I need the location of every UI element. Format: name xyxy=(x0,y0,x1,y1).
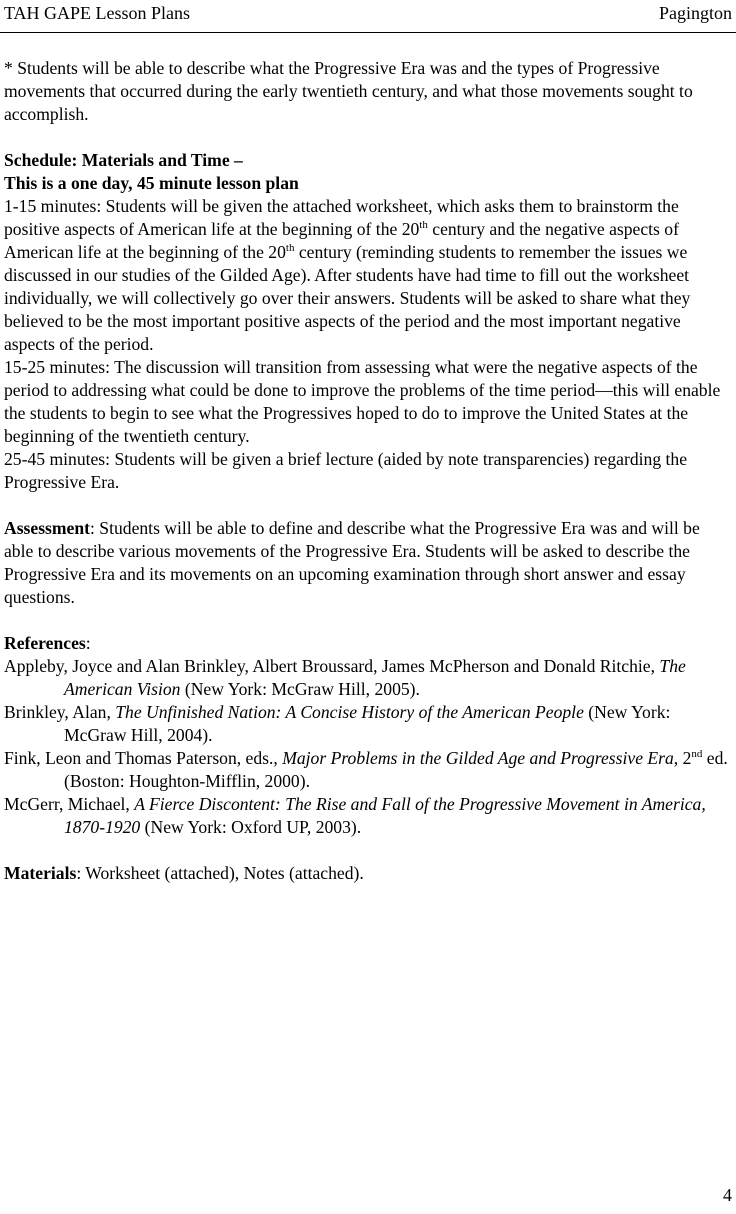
spacer xyxy=(4,126,728,149)
reference-publisher: (New York: McGraw Hill, 2005). xyxy=(180,679,420,699)
spacer xyxy=(4,839,728,862)
step-1-text-a: 1-15 minutes: Students will be given the attached worksheet, which asks them to brainstorm the positive aspects of American life at the beginning of the 20 xyxy=(4,196,679,239)
reference-publisher: (New York: Oxford UP, 2003). xyxy=(140,817,362,837)
assessment-label: Assessment xyxy=(4,518,91,538)
reference-title: Major Problems in the Gilded Age and Progressive Era xyxy=(282,748,674,768)
superscript-nd: nd xyxy=(691,748,703,760)
references-colon: : xyxy=(85,633,91,653)
reference-item xyxy=(4,793,728,839)
reference-publisher: (New York: McGraw Hill, 2004). xyxy=(64,702,671,745)
header-author: Pagington xyxy=(658,3,732,23)
references-heading xyxy=(4,632,728,655)
header-divider xyxy=(0,32,736,33)
materials-text: : Worksheet (attached), Notes (attached). xyxy=(76,863,364,883)
superscript-th: th xyxy=(419,219,428,231)
reference-authors: McGerr, Michael, xyxy=(4,794,135,814)
reference-item xyxy=(4,747,728,793)
schedule-step-3: 25-45 minutes: Students will be given a brief lecture (aided by note transparencies) regarding the Progressive Era. xyxy=(4,449,688,492)
reference-title: A Fierce Discontent: The Rise and Fall of the Progressive Movement in America, 1870-1920 xyxy=(64,794,706,837)
page-number: 4 xyxy=(723,1185,732,1205)
reference-item xyxy=(4,655,728,701)
reference-edition: , 2 xyxy=(673,748,692,768)
references-label: References xyxy=(4,633,86,653)
reference-item xyxy=(4,701,728,747)
spacer xyxy=(4,609,728,632)
step-1-text-c: century (reminding students to remember the issues we discussed in our studies of the Gilded Age). After students have had time to fill out the worksheet individually, we will collectively go over their answers. Students will be asked to share what they believed to be the most important positive aspects of the period and the most important negative aspects of the period. xyxy=(4,242,691,354)
step-1-text-b: century and the negative aspects of American life at the beginning of the 20 xyxy=(4,219,679,262)
schedule-heading: Schedule: Materials and Time – xyxy=(4,150,243,170)
document-body xyxy=(4,57,728,885)
spacer xyxy=(4,494,728,517)
reference-publisher: ed. (Boston: Houghton-Mifflin, 2000). xyxy=(64,748,728,791)
objective-paragraph: * Students will be able to describe what the Progressive Era was and the types of Progressive movements that occurred during the early twentieth century, and what those movements sought to accomplish. xyxy=(4,58,693,124)
reference-authors: Fink, Leon and Thomas Paterson, eds., xyxy=(4,748,283,768)
materials-paragraph xyxy=(4,862,728,885)
materials-label: Materials xyxy=(4,863,77,883)
page-header xyxy=(4,2,732,30)
schedule-subheading: This is a one day, 45 minute lesson plan xyxy=(4,173,299,193)
reference-title: The American Vision xyxy=(64,656,686,699)
header-title: TAH GAPE Lesson Plans xyxy=(4,3,191,23)
superscript-th: th xyxy=(285,242,295,254)
schedule-step-2: 15-25 minutes: The discussion will transition from assessing what were the negative aspects of the period to addressing what could be done to improve the problems of the time period—this will enable the students to begin to see what the Progressives hoped to do to improve the United States at the beginning of the twentieth century. xyxy=(4,357,721,446)
reference-authors: Brinkley, Alan, xyxy=(4,702,116,722)
reference-authors: Appleby, Joyce and Alan Brinkley, Albert Broussard, James McPherson and Donald Ritchie, xyxy=(4,656,660,676)
assessment-text: : Students will be able to define and describe what the Progressive Era was and will be able to describe various movements of the Progressive Era. Students will be asked to describe the Progressive Era and its movements on an upcoming examination through short answer and essay questions. xyxy=(4,518,700,607)
reference-title: The Unfinished Nation: A Concise History of the American People xyxy=(115,702,584,722)
schedule-step-1 xyxy=(4,195,728,356)
assessment-paragraph xyxy=(4,517,728,609)
